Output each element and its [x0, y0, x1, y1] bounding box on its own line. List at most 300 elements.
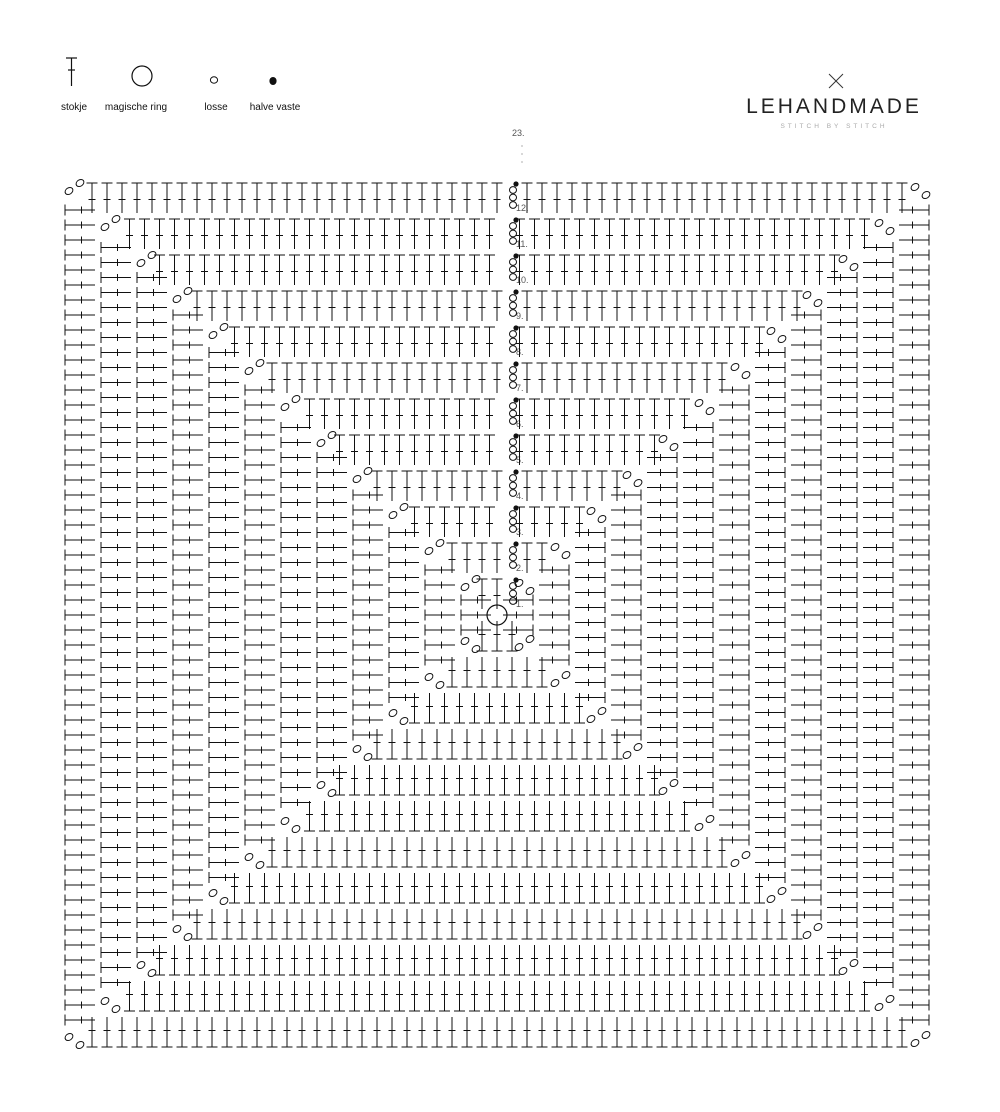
stitch-left-r11-22 — [101, 572, 131, 583]
chain-tl-r9-b — [183, 286, 194, 296]
stitch-top-r8-14 — [439, 327, 450, 357]
stitch-top-r9-16 — [432, 291, 443, 321]
stitch-left-r7-9 — [245, 520, 275, 531]
stitch-top-r6-19 — [589, 399, 600, 429]
stitch-top-r7-13 — [462, 363, 473, 393]
stitch-top-r10-7 — [259, 255, 270, 285]
stitch-left-r11-29 — [101, 677, 131, 688]
stitch-bottom-r5-8 — [454, 765, 465, 795]
stitch-right-r1-2 — [503, 625, 533, 636]
stitch-right-r11-18 — [863, 512, 893, 523]
stitch-right-r12-9 — [899, 340, 929, 351]
stitch-bottom-r7-17 — [522, 837, 533, 867]
stitch-left-r11-9 — [101, 377, 131, 388]
stitch-left-r12-7 — [65, 310, 95, 321]
stitch-right-r12-26 — [899, 595, 929, 606]
chain-bl-r2-a — [424, 672, 435, 682]
chain-tl-r8-b — [219, 322, 230, 332]
stitch-right-r10-22 — [827, 602, 857, 613]
stitch-bottom-r7-0 — [267, 837, 278, 867]
stitch-top-r7-6 — [357, 363, 368, 393]
stitch-bottom-r8-3 — [274, 873, 285, 903]
stitch-top-r10-6 — [244, 255, 255, 285]
stitch-left-r10-17 — [137, 527, 167, 538]
stitch-left-r11-25 — [101, 617, 131, 628]
stitch-bottom-r11-49 — [859, 981, 870, 1011]
stitch-top-r11-42 — [754, 219, 765, 249]
stitch-left-r10-30 — [137, 722, 167, 733]
stitch-right-r12-17 — [899, 460, 929, 471]
chain-tl-r7-a — [244, 366, 255, 376]
round-label-12: 12. — [516, 203, 529, 213]
stitch-left-r8-11 — [209, 512, 239, 523]
stitch-top-r9-38 — [762, 291, 773, 321]
stitch-top-r12-41 — [702, 183, 713, 213]
stitch-left-r11-24 — [101, 602, 131, 613]
stitch-left-r9-3 — [173, 355, 203, 366]
stitch-left-r5-18 — [317, 722, 347, 733]
stitch-right-r9-32 — [791, 790, 821, 801]
brand-tagline: STITCH BY STITCH — [780, 123, 888, 130]
stitch-right-r11-26 — [863, 632, 893, 643]
stitch-right-r9-2 — [791, 340, 821, 351]
stitch-bottom-r7-30 — [717, 837, 728, 867]
stitch-bottom-r11-2 — [154, 981, 165, 1011]
stitch-bottom-r8-30 — [679, 873, 690, 903]
stitch-top-r4-6 — [462, 471, 473, 501]
stitch-bottom-r12-49 — [822, 1017, 833, 1047]
stitch-right-r1-1 — [503, 610, 533, 621]
stitch-bottom-r10-34 — [664, 945, 675, 975]
stitch-bottom-r9-2 — [222, 909, 233, 939]
stitch-left-r4-7 — [353, 595, 383, 606]
stitch-top-r10-33 — [649, 255, 660, 285]
stitch-bottom-r12-21 — [402, 1017, 413, 1047]
stitch-left-r11-20 — [101, 542, 131, 553]
stitch-left-r12-38 — [65, 775, 95, 786]
stitch-left-r5-10 — [317, 602, 347, 613]
stitch-right-r5-20 — [647, 752, 677, 763]
stitch-right-r4-7 — [611, 595, 641, 606]
stitch-right-r12-8 — [899, 325, 929, 336]
stitch-bottom-r4-1 — [387, 729, 398, 759]
stitch-top-r2-0 — [447, 543, 458, 573]
stitch-bottom-r4-0 — [372, 729, 383, 759]
stitch-right-r3-8 — [575, 647, 605, 658]
stitch-right-r5-9 — [647, 587, 677, 598]
stitch-top-r10-38 — [724, 255, 735, 285]
stitch-right-r9-13 — [791, 505, 821, 516]
stitch-right-r10-33 — [827, 767, 857, 778]
stitch-right-r10-29 — [827, 707, 857, 718]
stitch-bottom-r11-26 — [514, 981, 525, 1011]
stitch-right-r10-27 — [827, 677, 857, 688]
stitch-right-r7-16 — [719, 625, 749, 636]
stitch-left-r5-6 — [317, 542, 347, 553]
stitch-left-r6-7 — [281, 527, 311, 538]
stitch-bottom-r10-30 — [604, 945, 615, 975]
stitch-left-r12-40 — [65, 805, 95, 816]
stitch-top-r9-31 — [657, 291, 668, 321]
stitch-left-r10-34 — [137, 782, 167, 793]
stitch-left-r10-26 — [137, 662, 167, 673]
stitch-left-r10-39 — [137, 857, 167, 868]
stitch-left-r11-3 — [101, 287, 131, 298]
stitch-top-r8-30 — [679, 327, 690, 357]
stitch-left-r9-21 — [173, 625, 203, 636]
stitch-left-r8-23 — [209, 692, 239, 703]
chain-br-r12-b — [921, 1030, 932, 1040]
stitch-bottom-r6-8 — [424, 801, 435, 831]
stitch-right-r6-24 — [683, 782, 713, 793]
stitch-bottom-r7-2 — [297, 837, 308, 867]
stitch-top-r10-20 — [454, 255, 465, 285]
stitch-top-r10-43 — [799, 255, 810, 285]
stitch-top-r7-11 — [432, 363, 443, 393]
stitch-top-r8-33 — [724, 327, 735, 357]
stitch-bottom-r12-30 — [537, 1017, 548, 1047]
stitch-bottom-r6-23 — [649, 801, 660, 831]
stitch-right-r10-30 — [827, 722, 857, 733]
stitch-top-r2-1 — [462, 543, 473, 573]
stitch-left-r9-35 — [173, 835, 203, 846]
stitch-top-r9-6 — [282, 291, 293, 321]
stitch-left-r12-2 — [65, 235, 95, 246]
stitch-right-r12-22 — [899, 535, 929, 546]
stitch-left-r12-49 — [65, 940, 95, 951]
stitch-right-r11-41 — [863, 857, 893, 868]
chain-br-r12-a — [910, 1038, 921, 1048]
stitch-bottom-r10-26 — [544, 945, 555, 975]
stitch-left-r12-18 — [65, 475, 95, 486]
stitch-top-r10-2 — [184, 255, 195, 285]
stitch-bottom-r11-17 — [379, 981, 390, 1011]
stitch-top-r8-6 — [319, 327, 330, 357]
stitch-bottom-r11-21 — [439, 981, 450, 1011]
start-chain-r2-0 — [510, 547, 517, 554]
stitch-bottom-r9-26 — [582, 909, 593, 939]
stitch-top-r12-39 — [672, 183, 683, 213]
stitch-bottom-r11-3 — [169, 981, 180, 1011]
stitch-left-r10-32 — [137, 752, 167, 763]
stitch-left-r4-3 — [353, 535, 383, 546]
stitch-bottom-r6-24 — [664, 801, 675, 831]
stitch-bottom-r9-8 — [312, 909, 323, 939]
stitch-left-r10-7 — [137, 377, 167, 388]
stitch-left-r3-1 — [389, 542, 419, 553]
stitch-right-r6-20 — [683, 722, 713, 733]
stitch-left-r7-30 — [245, 835, 275, 846]
stitch-top-r11-47 — [829, 219, 840, 249]
stitch-left-r11-49 — [101, 977, 131, 988]
stitch-top-r3-9 — [544, 507, 555, 537]
stitch-left-r10-21 — [137, 587, 167, 598]
stitch-bottom-r11-12 — [304, 981, 315, 1011]
stitch-right-r12-38 — [899, 775, 929, 786]
stitch-right-r8-7 — [755, 452, 785, 463]
stitch-top-r8-32 — [709, 327, 720, 357]
stitch-right-r8-2 — [755, 377, 785, 388]
stitch-bottom-r7-3 — [312, 837, 323, 867]
stitch-right-r11-3 — [863, 287, 893, 298]
stitch-bottom-r11-27 — [529, 981, 540, 1011]
stitch-right-r12-2 — [899, 235, 929, 246]
stitch-bottom-r10-39 — [739, 945, 750, 975]
stitch-left-r8-25 — [209, 722, 239, 733]
stitch-right-r9-40 — [791, 910, 821, 921]
stitch-left-r11-4 — [101, 302, 131, 313]
stitch-left-r5-5 — [317, 527, 347, 538]
stitch-top-r11-46 — [814, 219, 825, 249]
stitch-bottom-r5-17 — [589, 765, 600, 795]
stitch-top-r7-24 — [627, 363, 638, 393]
stitch-top-r12-12 — [267, 183, 278, 213]
stitch-right-r8-19 — [755, 632, 785, 643]
round-label-7: 7. — [516, 383, 524, 393]
stitch-top-r12-43 — [732, 183, 743, 213]
stitch-bottom-r8-29 — [664, 873, 675, 903]
stitch-left-r5-9 — [317, 587, 347, 598]
stitch-bottom-r9-24 — [552, 909, 563, 939]
stitch-right-r5-10 — [647, 602, 677, 613]
stitch-bottom-r8-34 — [739, 873, 750, 903]
stitch-top-r8-13 — [424, 327, 435, 357]
stitch-right-r9-28 — [791, 730, 821, 741]
stitch-left-r4-14 — [353, 700, 383, 711]
stitch-left-r6-6 — [281, 512, 311, 523]
stitch-layer — [64, 178, 932, 1050]
stitch-right-r8-17 — [755, 602, 785, 613]
stitch-right-r11-34 — [863, 752, 893, 763]
stitch-right-r4-8 — [611, 610, 641, 621]
stitch-top-r11-21 — [439, 219, 450, 249]
stitch-top-r9-8 — [312, 291, 323, 321]
stitch-top-r10-41 — [769, 255, 780, 285]
stitch-bottom-r11-32 — [604, 981, 615, 1011]
stitch-right-r10-40 — [827, 872, 857, 883]
stitch-left-r10-0 — [137, 272, 167, 283]
stitch-top-r3-10 — [559, 507, 570, 537]
stitch-top-r12-23 — [432, 183, 443, 213]
stitch-bottom-r12-7 — [192, 1017, 203, 1047]
stitch-top-r5-21 — [649, 435, 660, 465]
stitch-left-r9-20 — [173, 610, 203, 621]
stitch-right-r11-13 — [863, 437, 893, 448]
stitch-bottom-r5-20 — [634, 765, 645, 795]
stitch-top-r6-7 — [409, 399, 420, 429]
stitch-left-r6-22 — [281, 752, 311, 763]
stitch-left-r4-10 — [353, 640, 383, 651]
stitch-top-r12-50 — [837, 183, 848, 213]
stitch-right-r9-16 — [791, 550, 821, 561]
stitch-top-r9-23 — [537, 291, 548, 321]
stitch-left-r7-28 — [245, 805, 275, 816]
stitch-left-r12-23 — [65, 550, 95, 561]
stitch-right-r12-31 — [899, 670, 929, 681]
stitch-bottom-r11-14 — [334, 981, 345, 1011]
stitch-top-r4-4 — [432, 471, 443, 501]
top-round-label: 23. — [512, 128, 525, 138]
stitch-left-r10-18 — [137, 542, 167, 553]
stitch-bottom-r9-34 — [702, 909, 713, 939]
stitch-left-r11-23 — [101, 587, 131, 598]
stitch-bottom-r10-45 — [829, 945, 840, 975]
stitch-right-r9-11 — [791, 475, 821, 486]
chain-tr-r11-a — [874, 218, 885, 228]
stitch-bottom-r11-28 — [544, 981, 555, 1011]
stitch-bottom-r10-27 — [559, 945, 570, 975]
stitch-left-r11-32 — [101, 722, 131, 733]
stitch-right-r5-16 — [647, 692, 677, 703]
stitch-bottom-r9-40 — [792, 909, 803, 939]
stitch-top-r12-54 — [897, 183, 908, 213]
stitch-left-r12-8 — [65, 325, 95, 336]
stitch-top-r9-28 — [612, 291, 623, 321]
stitch-left-r12-29 — [65, 640, 95, 651]
stitch-left-r10-38 — [137, 842, 167, 853]
stitch-left-r12-53 — [65, 1000, 95, 1011]
stitch-right-r11-45 — [863, 917, 893, 928]
stitch-right-r9-30 — [791, 760, 821, 771]
stitch-right-r10-39 — [827, 857, 857, 868]
stitch-bottom-r12-13 — [282, 1017, 293, 1047]
stitch-bottom-r6-20 — [604, 801, 615, 831]
stitch-left-r12-0 — [65, 205, 95, 216]
stitch-bottom-r9-28 — [612, 909, 623, 939]
stitch-top-r9-12 — [372, 291, 383, 321]
stitch-top-r10-26 — [544, 255, 555, 285]
chain-bl-r8-b — [219, 896, 230, 906]
chain-tl-r9-a — [172, 294, 183, 304]
stitch-left-r5-19 — [317, 737, 347, 748]
stitch-top-r5-18 — [604, 435, 615, 465]
stitch-top-r8-21 — [544, 327, 555, 357]
chain-tr-r7-b — [741, 370, 752, 380]
chain-tr-r4-b — [633, 478, 644, 488]
stitch-bottom-r6-17 — [559, 801, 570, 831]
stitch-right-r8-30 — [755, 797, 785, 808]
stitch-right-r9-23 — [791, 655, 821, 666]
chain-tl-r1-a — [460, 582, 471, 592]
stitch-bottom-r12-6 — [177, 1017, 188, 1047]
stitch-bottom-r8-26 — [619, 873, 630, 903]
stitch-left-r9-31 — [173, 775, 203, 786]
stitch-bottom-r12-38 — [657, 1017, 668, 1047]
stitch-top-r11-18 — [394, 219, 405, 249]
stitch-top-r11-44 — [784, 219, 795, 249]
stitch-bottom-r12-15 — [312, 1017, 323, 1047]
stitch-right-r11-11 — [863, 407, 893, 418]
stitch-right-r9-25 — [791, 685, 821, 696]
stitch-top-r10-31 — [619, 255, 630, 285]
stitch-top-r7-19 — [552, 363, 563, 393]
stitch-left-r9-16 — [173, 550, 203, 561]
stitch-bottom-r9-11 — [357, 909, 368, 939]
stitch-right-r9-7 — [791, 415, 821, 426]
chain-tr-r3-b — [597, 514, 608, 524]
magic-ring-icon — [132, 66, 152, 86]
stitch-bottom-r5-9 — [469, 765, 480, 795]
stitch-left-r4-15 — [353, 715, 383, 726]
stitch-top-r11-40 — [724, 219, 735, 249]
stitch-top-r12-15 — [312, 183, 323, 213]
stitch-bottom-r6-7 — [409, 801, 420, 831]
stitch-right-r9-36 — [791, 850, 821, 861]
stitch-bottom-r9-1 — [207, 909, 218, 939]
stitch-left-r12-44 — [65, 865, 95, 876]
start-chain-r3-1 — [510, 518, 517, 525]
slip-stitch-r3 — [513, 505, 518, 510]
stitch-right-r7-4 — [719, 445, 749, 456]
stitch-right-r12-7 — [899, 310, 929, 321]
stitch-bottom-r7-16 — [507, 837, 518, 867]
stitch-bottom-r12-24 — [447, 1017, 458, 1047]
stitch-right-r7-22 — [719, 715, 749, 726]
chain-tr-r12-a — [910, 182, 921, 192]
stitch-left-r11-35 — [101, 767, 131, 778]
stitch-left-r8-28 — [209, 767, 239, 778]
stitch-left-r6-0 — [281, 422, 311, 433]
stitch-bottom-r2-3 — [492, 657, 503, 687]
stitch-left-r8-34 — [209, 857, 239, 868]
stitch-bottom-r3-5 — [484, 693, 495, 723]
stitch-bottom-r10-16 — [394, 945, 405, 975]
start-chain-r2-1 — [510, 554, 517, 561]
stitch-left-r6-23 — [281, 767, 311, 778]
stitch-right-r11-4 — [863, 302, 893, 313]
stitch-right-r4-5 — [611, 565, 641, 576]
stitch-right-r12-15 — [899, 430, 929, 441]
stitch-right-r9-17 — [791, 565, 821, 576]
stitch-left-r11-44 — [101, 902, 131, 913]
chain-br-r2-a — [550, 678, 561, 688]
stitch-left-r6-8 — [281, 542, 311, 553]
stitch-right-r11-24 — [863, 602, 893, 613]
stitch-bottom-r11-48 — [844, 981, 855, 1011]
stitch-left-r12-27 — [65, 610, 95, 621]
stitch-bottom-r10-4 — [214, 945, 225, 975]
chain-tl-r4-b — [363, 466, 374, 476]
stitch-left-r8-29 — [209, 782, 239, 793]
round-label-8: 8. — [516, 347, 524, 357]
stitch-bottom-r11-36 — [664, 981, 675, 1011]
stitch-left-r9-15 — [173, 535, 203, 546]
stitch-top-r11-11 — [289, 219, 300, 249]
stitch-left-r11-14 — [101, 452, 131, 463]
stitch-left-r8-32 — [209, 827, 239, 838]
stitch-bottom-r7-22 — [597, 837, 608, 867]
stitch-left-r11-1 — [101, 257, 131, 268]
stitch-top-r12-51 — [852, 183, 863, 213]
stitch-bottom-r2-0 — [447, 657, 458, 687]
stitch-top-r10-39 — [739, 255, 750, 285]
stitch-left-r12-15 — [65, 430, 95, 441]
round-label-1: 1. — [516, 599, 524, 609]
stitch-top-r3-4 — [469, 507, 480, 537]
stitch-left-r9-1 — [173, 325, 203, 336]
stitch-right-r12-11 — [899, 370, 929, 381]
stitch-bottom-r6-1 — [319, 801, 330, 831]
stitch-right-r12-51 — [899, 970, 929, 981]
stitch-top-r9-37 — [747, 291, 758, 321]
stitch-bottom-r12-27 — [492, 1017, 503, 1047]
stitch-top-r8-12 — [409, 327, 420, 357]
stitch-bottom-r5-7 — [439, 765, 450, 795]
stitch-bottom-r7-29 — [702, 837, 713, 867]
stitch-right-r9-29 — [791, 745, 821, 756]
stitch-left-r7-6 — [245, 475, 275, 486]
stitch-bottom-r11-45 — [799, 981, 810, 1011]
